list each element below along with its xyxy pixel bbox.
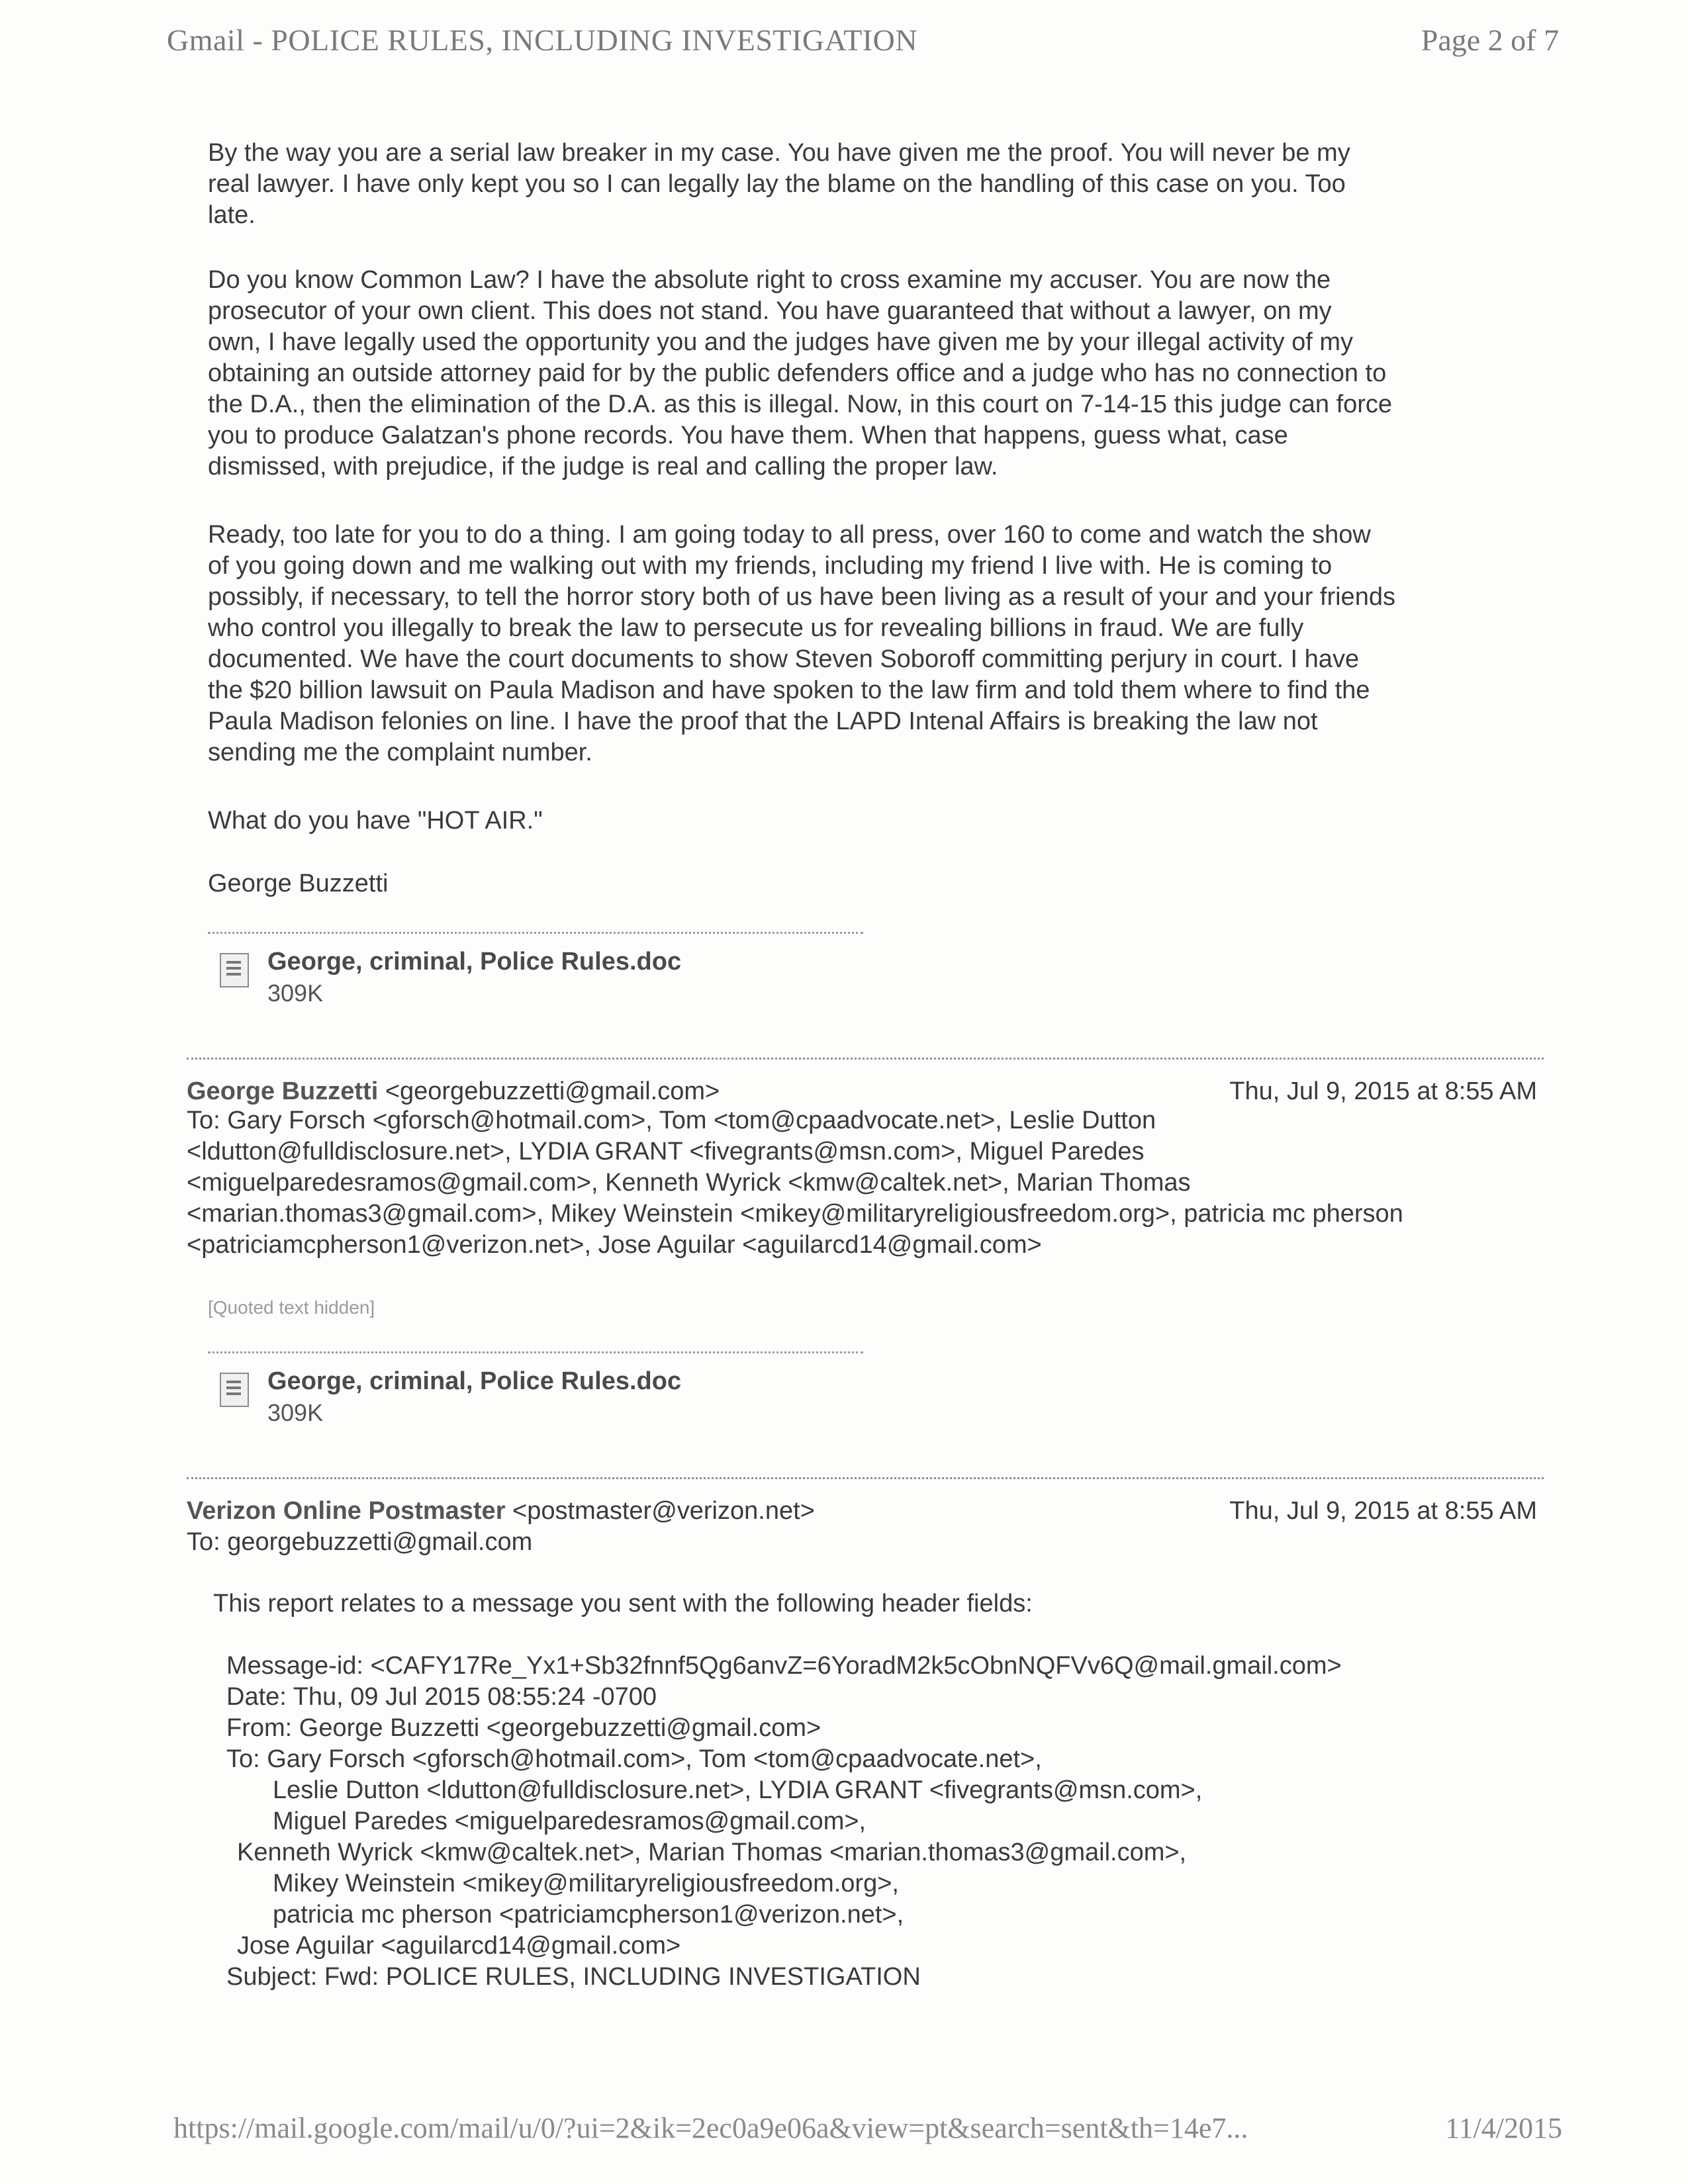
document-icon — [220, 1373, 249, 1407]
recipient-line: <miguelparedesramos@gmail.com>, Kenneth Wyrick <kmw@caltek.net>, Marian Thomas — [187, 1169, 1191, 1197]
header-field: From: George Buzzetti <georgebuzzetti@gmail.com> — [226, 1714, 821, 1742]
text-line: documented. We have the court documents to show Steven Soboroff committing perjury in court. I have — [208, 645, 1360, 673]
attachment-name[interactable]: George, criminal, Police Rules.doc — [267, 948, 682, 976]
document-icon — [220, 953, 249, 987]
body-paragraph-1 — [208, 138, 1538, 231]
header-field: Mikey Weinstein <mikey@militaryreligiousfreedom.org>, — [273, 1870, 899, 1897]
message-date: Thu, Jul 9, 2015 at 8:55 AM — [1229, 1077, 1537, 1105]
text-line: the $20 billion lawsuit on Paula Madison and have spoken to the law firm and told them where to find the — [208, 676, 1370, 704]
text-line: own, I have legally used the opportunity you and the judges have given me by your illegal activity of my — [208, 328, 1354, 356]
sender-email: <postmaster@verizon.net> — [512, 1497, 815, 1525]
message-sender — [187, 1497, 815, 1525]
recipient-list — [187, 1105, 1403, 1261]
recipient-line: <marian.thomas3@gmail.com>, Mikey Weinstein <mikey@militaryreligiousfreedom.org>, patricia mc pherson — [187, 1200, 1403, 1228]
text-line: you to produce Galatzan's phone records. You have them. When that happens, guess what, case — [208, 422, 1288, 449]
text-line: Do you know Common Law? I have the absolute right to cross examine my accuser. You are now the — [208, 266, 1331, 294]
sender-name: George Buzzetti — [187, 1077, 379, 1105]
header-field: Subject: Fwd: POLICE RULES, INCLUDING INVESTIGATION — [226, 1963, 921, 1991]
quoted-text-toggle[interactable]: [Quoted text hidden] — [208, 1297, 375, 1318]
attachment-divider — [208, 1351, 863, 1353]
report-intro: This report relates to a message you sent with the following header fields: — [213, 1590, 1033, 1617]
header-field: Kenneth Wyrick <kmw@caltek.net>, Marian Thomas <marian.thomas3@gmail.com>, — [237, 1839, 1187, 1866]
text-line: real lawyer. I have only kept you so I can legally lay the blame on the handling of this case on you. Too — [208, 170, 1346, 198]
attachment-divider — [208, 932, 863, 934]
text-line: What do you have "HOT AIR." — [208, 807, 543, 835]
page-url: https://mail.google.com/mail/u/0/?ui=2&ik=2ec0a9e06a&view=pt&search=sent&th=14e7... — [173, 2112, 1248, 2144]
header-field: Jose Aguilar <aguilarcd14@gmail.com> — [237, 1932, 681, 1960]
text-line: who control you illegally to break the law to persecute us for revealing billions in fraud. We are fully — [208, 614, 1304, 642]
page-number: Page 2 of 7 — [1421, 23, 1559, 57]
text-line: the D.A., then the elimination of the D.A. as this is illegal. Now, in this court on 7-14-15 this judge can force — [208, 390, 1393, 418]
page-header-title: Gmail - POLICE RULES, INCLUDING INVESTIGATION — [167, 23, 918, 57]
sender-name: Verizon Online Postmaster — [187, 1497, 506, 1525]
recipient-line: To: Gary Forsch <gforsch@hotmail.com>, Tom <tom@cpaadvocate.net>, Leslie Dutton — [187, 1107, 1156, 1134]
header-field: Message-id: <CAFY17Re_Yx1+Sb32fnnf5Qg6anvZ=6YoradM2k5cObnNQFVv6Q@mail.gmail.com> — [226, 1652, 1342, 1680]
message-date: Thu, Jul 9, 2015 at 8:55 AM — [1229, 1497, 1537, 1525]
body-paragraph-2 — [208, 265, 1538, 482]
attachment-size: 309K — [267, 1399, 324, 1426]
body-paragraph-3 — [208, 520, 1538, 768]
print-date: 11/4/2015 — [1445, 2112, 1562, 2144]
text-line: By the way you are a serial law breaker in my case. You have given me the proof. You will never be my — [208, 139, 1350, 167]
attachment-size: 309K — [267, 979, 324, 1007]
text-line: dismissed, with prejudice, if the judge is real and calling the proper law. — [208, 453, 998, 480]
report-header-fields — [226, 1651, 1342, 1993]
text-line: sending me the complaint number. — [208, 739, 592, 766]
text-line: possibly, if necessary, to tell the horror story both of us have been living as a result of your and your friends — [208, 583, 1395, 611]
header-field: Leslie Dutton <ldutton@fulldisclosure.net>, LYDIA GRANT <fivegrants@msn.com>, — [273, 1776, 1203, 1804]
text-line: George Buzzetti — [208, 870, 389, 897]
text-line: Ready, too late for you to do a thing. I am going today to all press, over 160 to come and watch the show — [208, 521, 1371, 549]
header-field: To: Gary Forsch <gforsch@hotmail.com>, Tom <tom@cpaadvocate.net>, — [226, 1745, 1042, 1773]
text-line: Paula Madison felonies on line. I have the proof that the LAPD Intenal Affairs is breaking the law not — [208, 707, 1318, 735]
sender-email: <georgebuzzetti@gmail.com> — [385, 1077, 720, 1105]
message-recipient: To: georgebuzzetti@gmail.com — [187, 1528, 533, 1556]
message-sender — [187, 1077, 720, 1106]
message-divider — [187, 1058, 1544, 1060]
header-field: Date: Thu, 09 Jul 2015 08:55:24 -0700 — [226, 1683, 657, 1711]
signature — [208, 868, 1538, 899]
attachment-name[interactable]: George, criminal, Police Rules.doc — [267, 1367, 682, 1395]
text-line: prosecutor of your own client. This does not stand. You have guaranteed that without a lawyer, on my — [208, 297, 1332, 325]
recipient-line: <patriciamcpherson1@verizon.net>, Jose Aguilar <aguilarcd14@gmail.com> — [187, 1231, 1042, 1259]
message-divider — [187, 1477, 1544, 1479]
header-field: patricia mc pherson <patriciamcpherson1@verizon.net>, — [273, 1901, 904, 1929]
header-field: Miguel Paredes <miguelparedesramos@gmail.com>, — [273, 1807, 867, 1835]
text-line: of you going down and me walking out with my friends, including my friend I live with. He is coming to — [208, 552, 1333, 580]
text-line: obtaining an outside attorney paid for by the public defenders office and a judge who has no connection to — [208, 359, 1387, 387]
text-line: late. — [208, 201, 256, 229]
recipient-line: <ldutton@fulldisclosure.net>, LYDIA GRANT <fivegrants@msn.com>, Miguel Paredes — [187, 1138, 1145, 1165]
body-paragraph-4 — [208, 805, 1538, 837]
